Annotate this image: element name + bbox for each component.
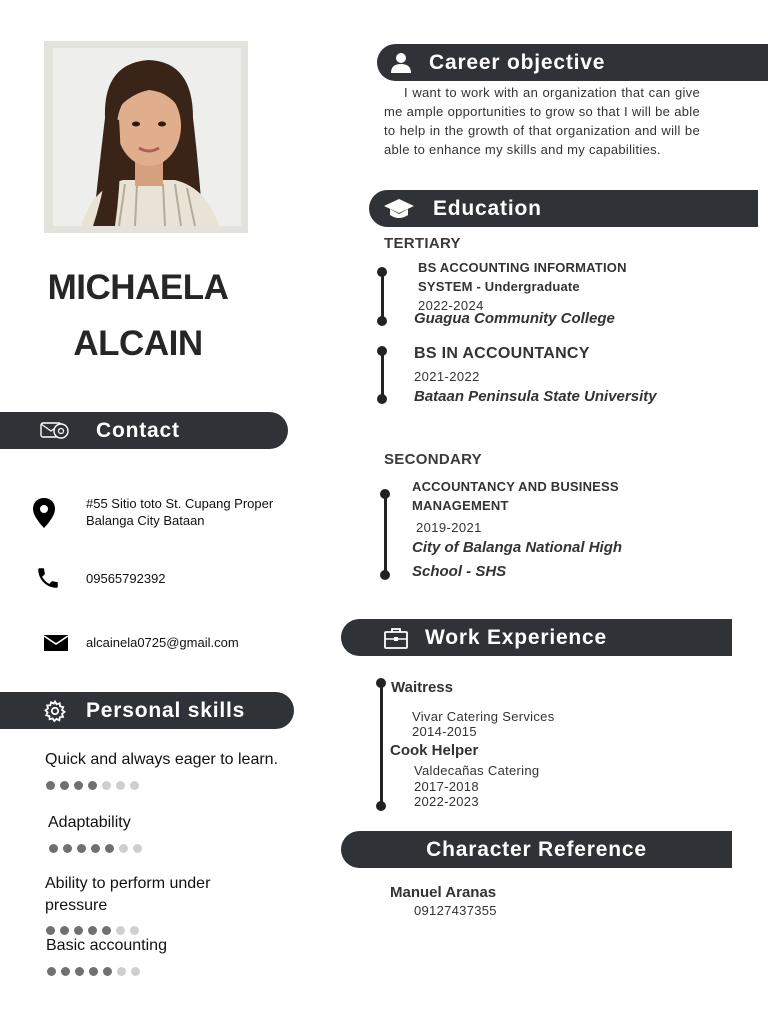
- rating-dot-filled: [75, 967, 84, 976]
- rating-dot-empty: [116, 781, 125, 790]
- rating-dot-filled: [63, 844, 72, 853]
- degree-years: 2021-2022: [414, 369, 480, 384]
- rating-dot-filled: [102, 926, 111, 935]
- skill-rating: [46, 926, 139, 935]
- job-company: Valdecañas Catering: [414, 763, 540, 778]
- education-title: Education: [433, 196, 542, 220]
- skills-header: [0, 692, 294, 729]
- school-name: Guagua Community College: [414, 310, 615, 327]
- rating-dot-filled: [103, 967, 112, 976]
- rating-dot-filled: [46, 781, 55, 790]
- skill-rating: [47, 967, 140, 976]
- rating-dot-filled: [74, 926, 83, 935]
- rating-dot-empty: [130, 926, 139, 935]
- rating-dot-filled: [88, 926, 97, 935]
- skill-label: Adaptability: [48, 814, 131, 831]
- skill-label: Basic accounting: [46, 937, 167, 954]
- envelope-icon: [42, 632, 70, 654]
- job-years: 2017-2018: [414, 779, 479, 794]
- rating-dot-empty: [119, 844, 128, 853]
- timeline-line: [384, 495, 387, 575]
- rating-dot-filled: [60, 781, 69, 790]
- degree-title: BS ACCOUNTING INFORMATION SYSTEM - Undergraduate: [418, 260, 627, 294]
- career-title: Career objective: [429, 50, 606, 74]
- rating-dot-empty: [130, 781, 139, 790]
- rating-dot-filled: [74, 781, 83, 790]
- timeline-line: [381, 352, 384, 398]
- rating-dot-empty: [131, 967, 140, 976]
- timeline-dot: [376, 678, 386, 688]
- rating-dot-empty: [102, 781, 111, 790]
- timeline-dot: [376, 801, 386, 811]
- timeline-dot: [377, 267, 387, 277]
- skill-rating: [49, 844, 142, 853]
- timeline-dot: [377, 316, 387, 326]
- career-header: [377, 44, 768, 81]
- reference-title: Character Reference: [426, 837, 647, 861]
- secondary-years: 2019-2021: [416, 520, 482, 535]
- degree-years: 2022-2024: [418, 298, 484, 313]
- rating-dot-filled: [88, 781, 97, 790]
- rating-dot-filled: [46, 926, 55, 935]
- skill-label: Ability to perform under pressure: [45, 875, 211, 914]
- skill-rating: [46, 781, 139, 790]
- gear-icon: [42, 699, 68, 723]
- graduation-cap-icon: [383, 197, 415, 221]
- tertiary-label: TERTIARY: [384, 235, 461, 252]
- rating-dot-empty: [116, 926, 125, 935]
- location-pin-icon: [30, 496, 58, 530]
- timeline-dot: [380, 570, 390, 580]
- contact-title: Contact: [96, 418, 180, 442]
- timeline-dot: [377, 346, 387, 356]
- timeline-line: [381, 272, 384, 320]
- rating-dot-filled: [47, 967, 56, 976]
- rating-dot-filled: [49, 844, 58, 853]
- briefcase-icon: [383, 627, 409, 649]
- timeline-dot: [377, 394, 387, 404]
- rating-dot-filled: [105, 844, 114, 853]
- secondary-label: SECONDARY: [384, 451, 482, 468]
- contact-phone: 09565792392: [86, 571, 166, 586]
- reference-header: [341, 831, 732, 868]
- user-icon: [389, 52, 413, 74]
- last-name: ALCAIN: [73, 324, 203, 363]
- timeline-line: [380, 684, 383, 805]
- rating-dot-empty: [117, 967, 126, 976]
- timeline-dot: [380, 489, 390, 499]
- job-title: Cook Helper: [390, 742, 479, 759]
- rating-dot-filled: [77, 844, 86, 853]
- rating-dot-filled: [61, 967, 70, 976]
- skill-label: Quick and always eager to learn.: [45, 751, 279, 768]
- rating-dot-filled: [89, 967, 98, 976]
- school-name: City of Balanga National High School - SHS: [412, 539, 623, 580]
- email-at-icon: [30, 420, 80, 442]
- job-years: 2014-2015: [412, 724, 477, 739]
- phone-icon: [34, 564, 62, 592]
- reference-name: Manuel Aranas: [390, 884, 497, 901]
- contact-email: alcainela0725@gmail.com: [86, 635, 239, 650]
- job-company: Vivar Catering Services: [412, 709, 555, 724]
- skills-title: Personal skills: [86, 698, 246, 722]
- education-header: [369, 190, 758, 227]
- job-years: 2022-2023: [414, 794, 479, 809]
- job-title: Waitress: [391, 679, 453, 696]
- reference-phone: 09127437355: [414, 903, 497, 918]
- profile-photo: [53, 48, 241, 226]
- degree-title: BS IN ACCOUNTANCY: [414, 345, 590, 362]
- first-name: MICHAELA: [47, 268, 229, 307]
- career-objective-text: I want to work with an organization that can give me ample opportunities to grow so that I will be able to help in the growth of that organization and will be able to enhance my skills and my capabilities.: [384, 85, 700, 157]
- work-title: Work Experience: [425, 625, 608, 649]
- rating-dot-filled: [60, 926, 69, 935]
- contact-address: #55 Sitio toto St. Cupang Proper Balanga City Bataan: [86, 496, 274, 528]
- rating-dot-filled: [91, 844, 100, 853]
- rating-dot-empty: [133, 844, 142, 853]
- work-header: [341, 619, 732, 656]
- school-name: Bataan Peninsula State University: [414, 388, 657, 405]
- strand-title: ACCOUNTANCY AND BUSINESS MANAGEMENT: [412, 479, 619, 513]
- contact-header: [0, 412, 288, 449]
